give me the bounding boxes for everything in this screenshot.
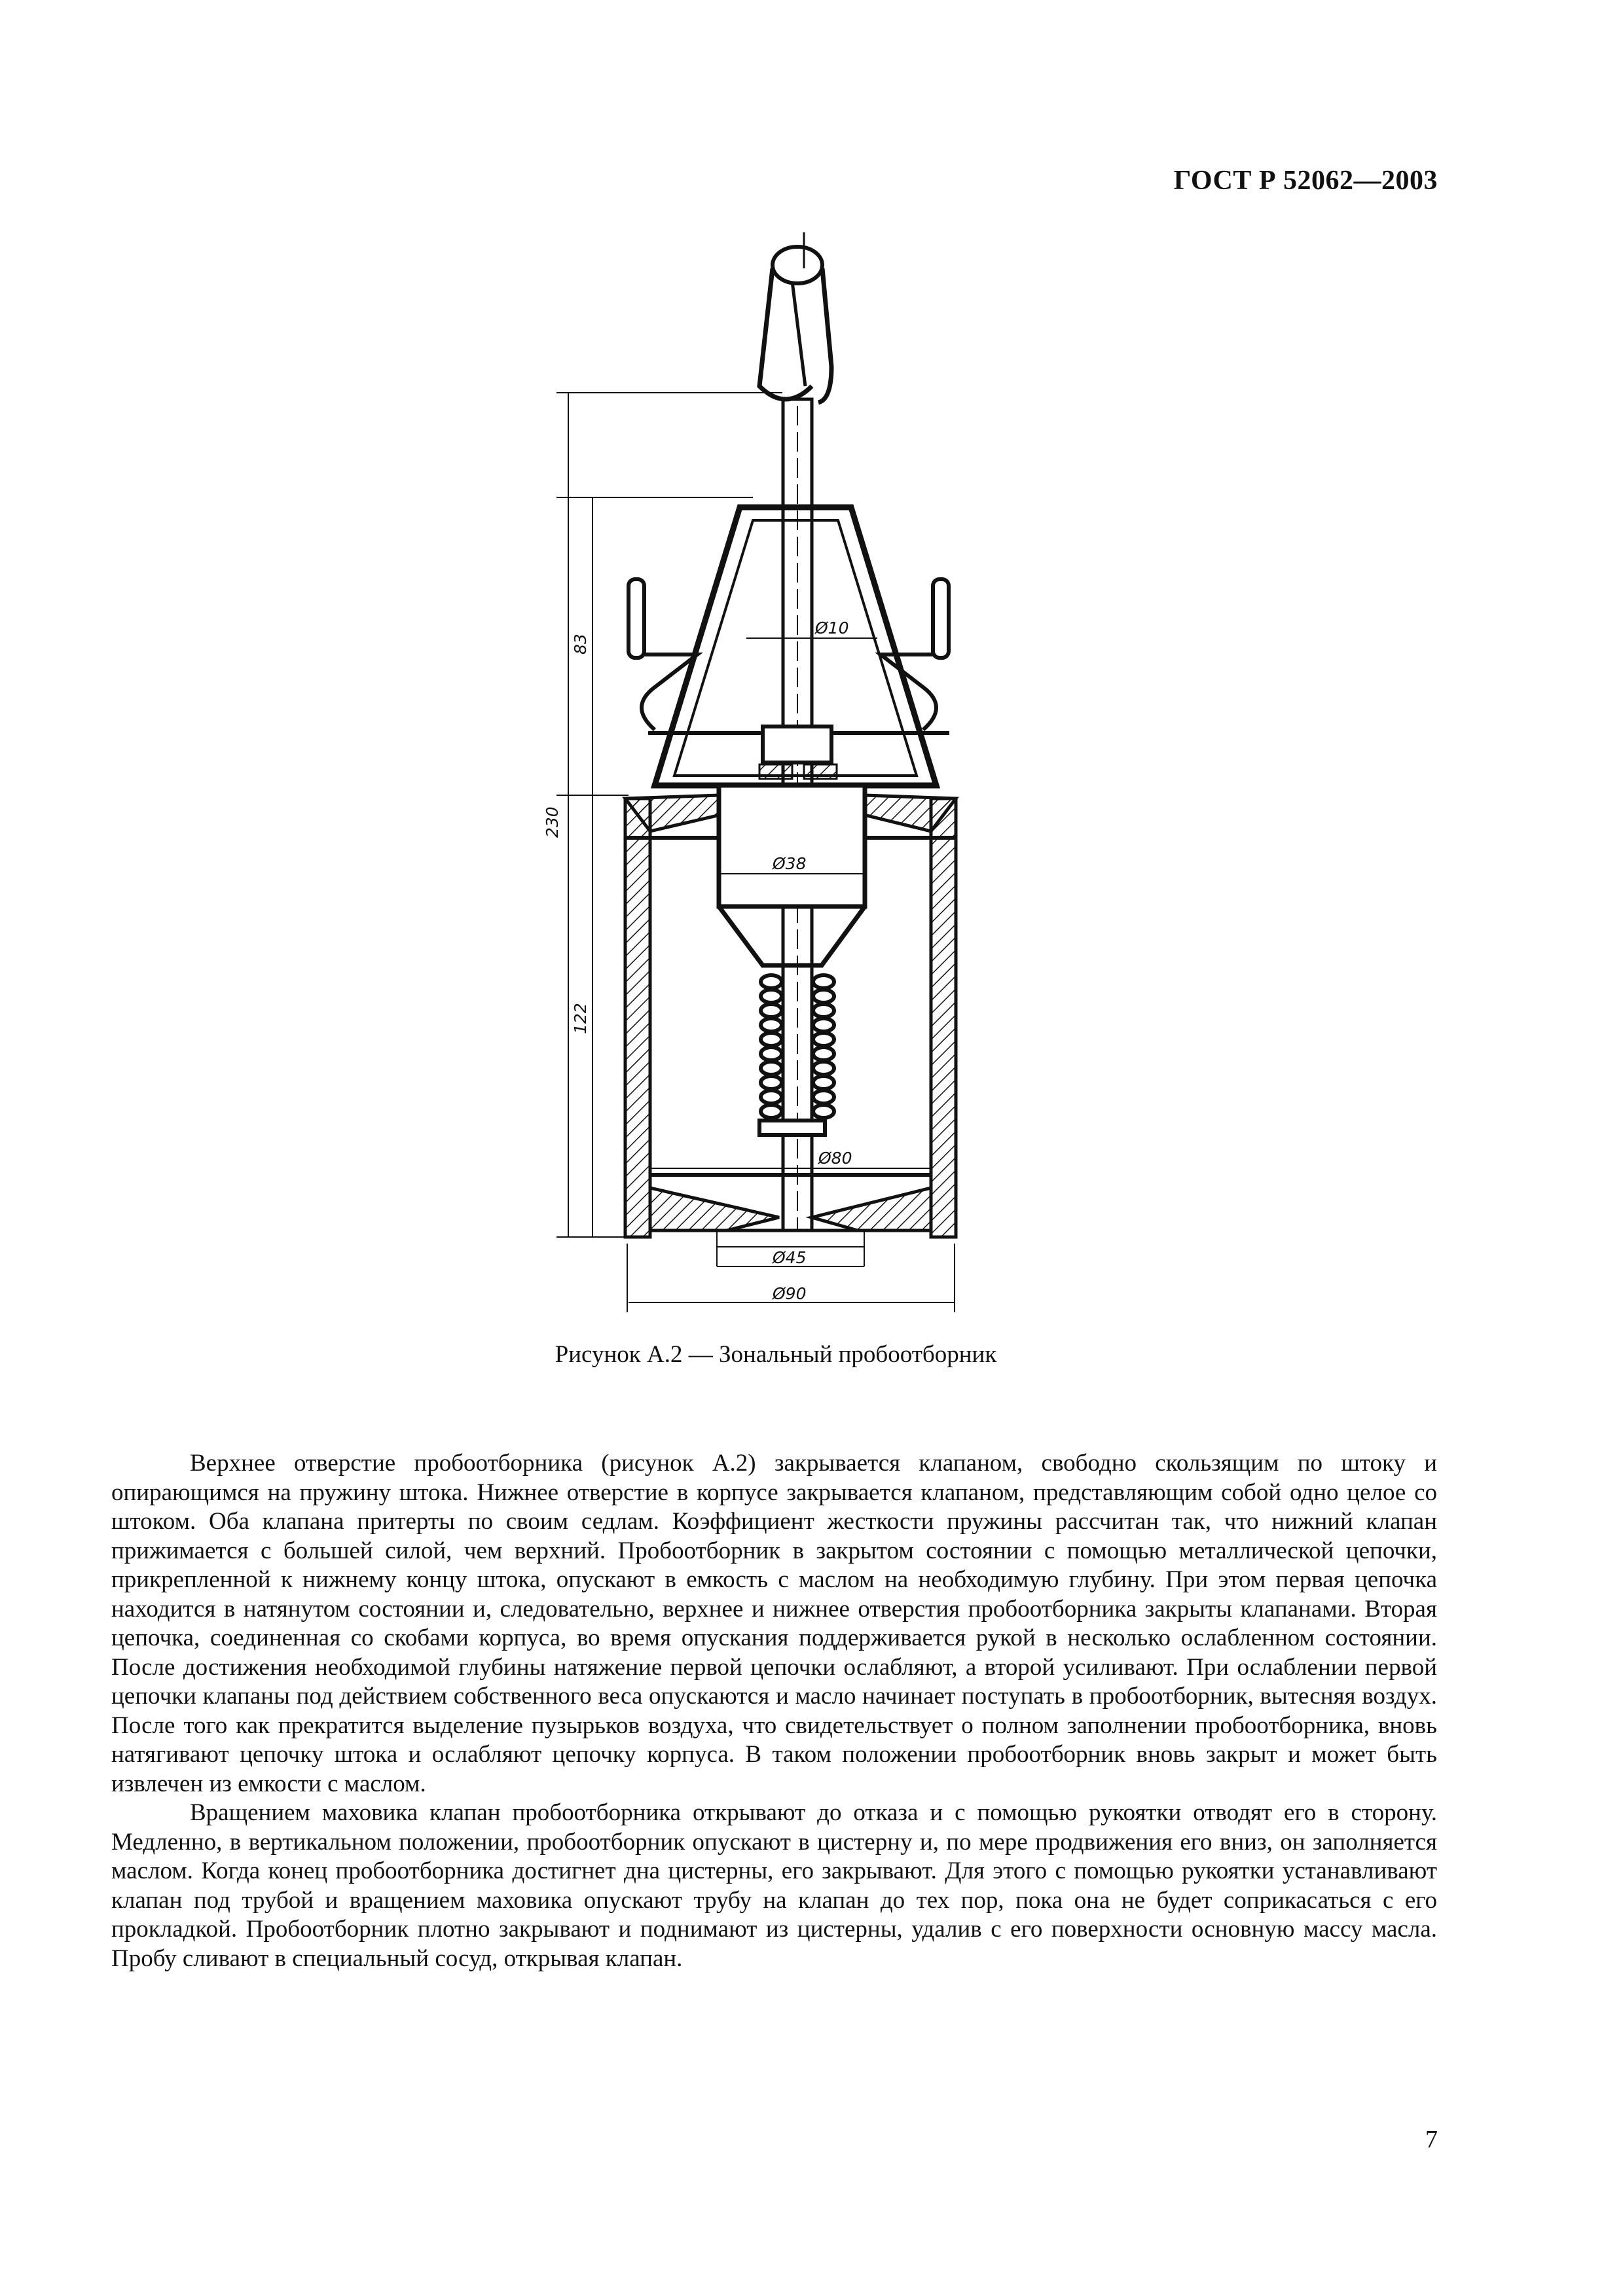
figure-caption: Рисунок А.2 — Зональный пробоотборник — [555, 1341, 997, 1368]
spring-coil — [761, 1076, 782, 1089]
spring-coil — [761, 1018, 782, 1031]
dim-upper-valve-diameter: Ø38 — [773, 854, 807, 873]
dim-inner-diameter: Ø80 — [818, 1149, 852, 1168]
spring-coil — [813, 1033, 834, 1046]
dim-lower-height: 122 — [571, 1003, 590, 1034]
document-header-standard: ГОСТ Р 52062—2003 — [1173, 166, 1438, 196]
spring-coil — [761, 1090, 782, 1103]
spring-coil — [761, 990, 782, 1003]
spring-coil — [813, 975, 834, 988]
body-text — [111, 1449, 1437, 1973]
dim-rod-diameter: Ø10 — [815, 619, 849, 637]
spring-coil — [761, 1047, 782, 1060]
spring-coil — [761, 1004, 782, 1017]
dim-bottom-opening-diameter: Ø45 — [773, 1248, 807, 1267]
spring-coil — [813, 1090, 834, 1103]
page-number: 7 — [1425, 2126, 1438, 2153]
spring-coil — [813, 1018, 834, 1031]
spring-coil — [761, 975, 782, 988]
spring-coil — [813, 1004, 834, 1017]
dim-total-height: 230 — [543, 806, 562, 838]
dim-upper-height: 83 — [571, 634, 590, 655]
spring-coil — [761, 1033, 782, 1046]
spring-coil — [813, 1062, 834, 1075]
spring-coil — [813, 1076, 834, 1089]
spring-coil — [813, 1105, 834, 1118]
upper-valve — [719, 785, 865, 965]
spring-coil — [761, 1105, 782, 1118]
suspension-clip — [759, 232, 831, 403]
paragraph: Верхнее отверстие пробоотборника (рисунок А.2) закрывается клапаном, свободно скользящим по штоку и опирающимся на пружину штока. Нижнее отверстие в корпусе закрывается клапаном, представляющим собой одно целое со штоком. Оба клапана притерты по своим седлам. Коэффициент жесткости пружины рассчитан так, что нижний клапан прижимается с большей силой, чем верхний. Пробоотборник в закрытом состоянии с помощью металлической цепочки, прикрепленной к нижнему концу штока, опускают в емкость с маслом на необходимую глубину. При этом первая цепочка находится в натянутом состоянии и, следовательно, верхнее и нижнее отверстия пробоотборника закрыты клапанами. Вторая цепочка, соединенная со скобами корпуса, во время опускания поддерживается рукой в несколько ослабленном состоянии. После достижения необходимой глубины натяжение первой цепочки ослабляют, а второй усиливают. При ослаблении первой цепочки клапаны под действием собственного веса опускаются и масло начинает поступать в пробоотборник, вытесняя воздух. После того как прекратится выделение пузырьков воздуха, что свидетельствует о полном заполнении пробоотборника, вновь натягивают цепочку штока и ослабляют цепочку корпуса. В таком положении пробоотборник вновь закрыт и может быть извлечен из емкости с маслом. — [111, 1450, 1437, 1797]
dim-outer-diameter: Ø90 — [773, 1284, 807, 1303]
spring-coil — [761, 1062, 782, 1075]
paragraph: Вращением маховика клапан пробоотборника открывают до отказа и с помощью рукоятки отводят его в сторону. Медленно, в вертикальном положении, пробоотборник опускают в цистерну и, по мере продвижения его вниз, он заполняется маслом. Когда конец пробоотборника достигнет дна цистерны, его закрывают. Для этого с помощью рукоятки устанавливают клапан под трубой и вращением маховика опускают трубу на клапан до тех пор, пока она не будет соприкасаться с его прокладкой. Пробоотборник плотно закрывают и поднимают из цистерны, удалив с его поверхности основную массу масла. Пробу сливают в специальный сосуд, открывая клапан. — [111, 1799, 1437, 1972]
spring-coil — [813, 990, 834, 1003]
spring-coil — [813, 1047, 834, 1060]
